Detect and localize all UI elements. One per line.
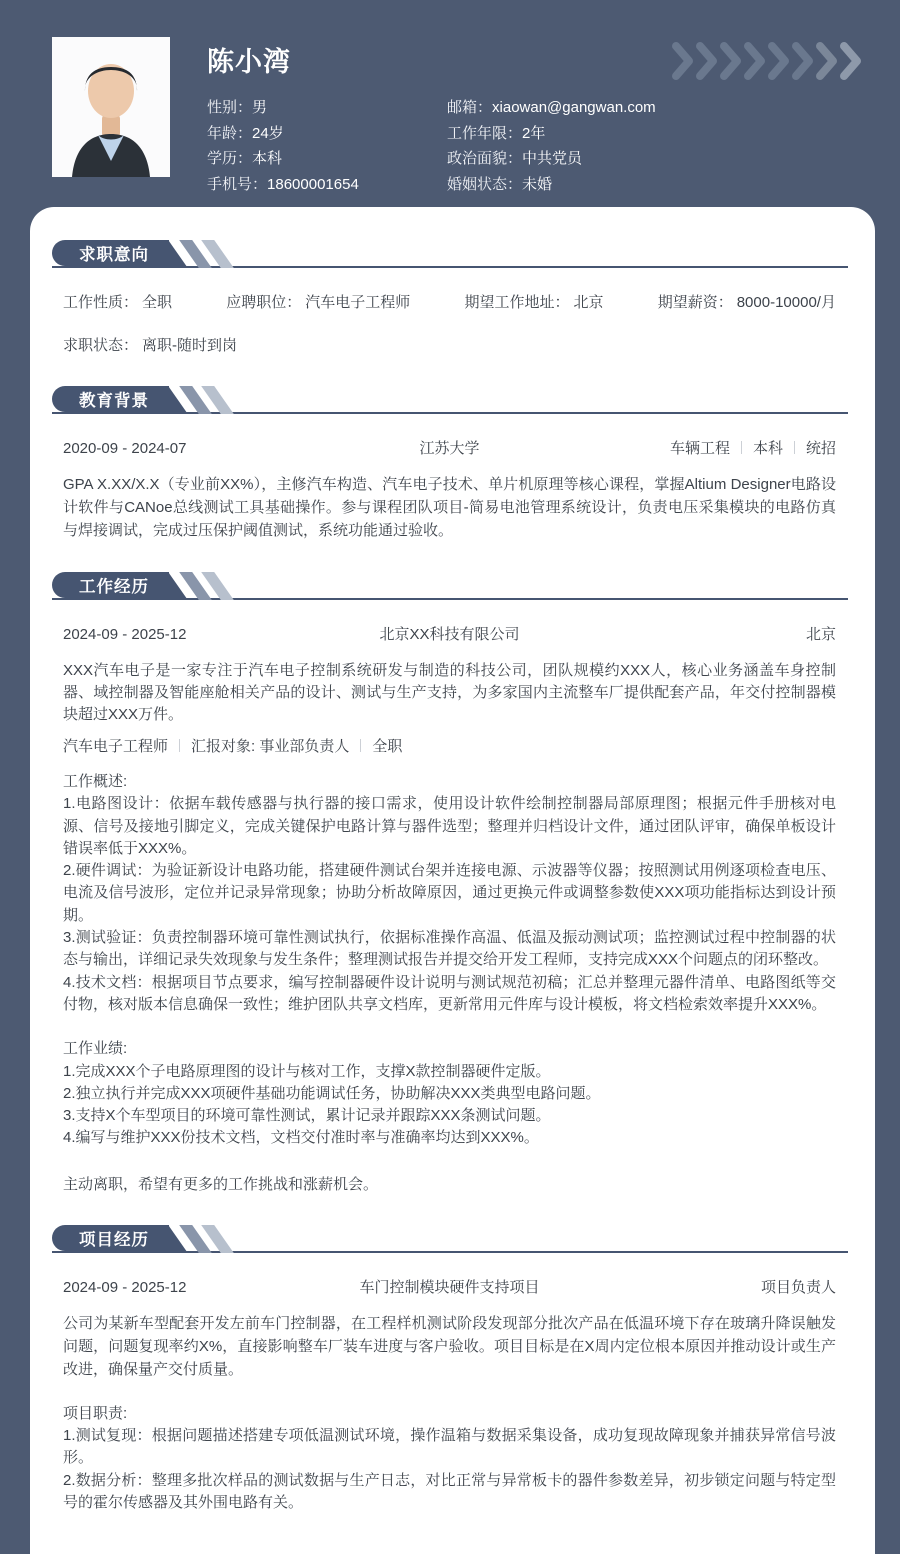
field-education: 学历：本科 (207, 150, 283, 167)
separator (179, 739, 180, 752)
header (0, 0, 900, 207)
work-body (63, 600, 836, 1195)
intention-row-2 (63, 335, 836, 356)
pair-target-position: 应聘职位： 汽车电子工程师 (226, 294, 411, 311)
field-political-status: 政治面貌：中共党员 (447, 150, 583, 167)
duty-item: 2.硬件调试：为验证新设计电路功能，搭建硬件测试台架并连接电源、示波器等仪器；按照测试用例逐项检查电压、电流及信号波形，定位并记录异常现象；协助分析故障原因，通过更换元件或调整参数使XXX项功能指标达到设计预期。 (63, 862, 836, 924)
work-overview (63, 771, 836, 1016)
education-period: 2020-09 - 2024-07 (63, 440, 187, 457)
achievement-item: 3.支持X个车型项目的环境可靠性测试，累计记录并跟踪XXX条测试问题。 (63, 1107, 551, 1125)
chevron-right-icon (838, 42, 864, 80)
achievement-item: 2.独立执行并完成XXX项硬件基础功能调试任务，协助解决XXX类典型电路问题。 (63, 1084, 601, 1102)
portrait-illustration (52, 37, 170, 177)
report-to: 汇报对象: 事业部负责人 (191, 738, 350, 755)
pair-target-city: 期望工作地址： 北京 (464, 294, 604, 311)
section-title-badge (52, 386, 169, 412)
chevron-right-icon (694, 42, 720, 80)
section-title-badge (52, 240, 169, 266)
section-title: 项目经历 (79, 1230, 149, 1249)
separator (360, 739, 361, 752)
work-company: 北京XX科技有限公司 (379, 626, 520, 643)
project-period: 2024-09 - 2025-12 (63, 1278, 187, 1296)
company-intro: XXX汽车电子是一家专注于汽车电子控制系统研发与制造的科技公司，团队规模约XXX人，核心业务涵盖车身控制器、域控制器及智能座舱相关产品的设计、测试与生产支持，为多家国内主流整车厂提供配套产品，年交付控制器模块超过XXX万件。 (63, 662, 836, 723)
work-achievements (63, 1038, 836, 1149)
project-duties-label: 项目职责: (63, 1404, 128, 1422)
pair-work-type: 工作性质： 全职 (63, 294, 173, 311)
chevron-right-icon (742, 42, 768, 80)
project-body (63, 1253, 836, 1514)
work-period: 2024-09 - 2025-12 (63, 626, 187, 643)
field-email: 邮箱：xiaowan@gangwan.com (447, 99, 656, 116)
project-meta-row (63, 1277, 836, 1298)
chevron-right-icon (814, 42, 840, 80)
header-info (207, 40, 660, 197)
section-title-badge (52, 1225, 169, 1251)
education-body (63, 414, 836, 542)
duty-item: 1.电路图设计：依据车载传感器与执行器的接口需求，使用设计软件绘制控制器局部原理图；根据元件手册核对电源、信号及接地引脚定义，完成关键保护电路计算与器件选型；整理并归档设计文件，通过团队评审，确保单板设计错误率低于XXX%。 (63, 795, 836, 857)
education-meta: 车辆工程 本科 统招 (669, 440, 836, 457)
section-title: 求职意向 (79, 246, 149, 264)
resume-card (30, 207, 875, 1554)
duty-item: 4.技术文档：根据项目节点要求，编写控制器硬件设计说明与测试规范初稿；汇总并整理元器件清单、电路图纸等交付物，核对版本信息确保一致性；维护团队共享文档库，更新常用元件库与设计模板，将文档检索效率提升XXX%。 (63, 973, 836, 1013)
position-row (63, 736, 836, 757)
education-school: 江苏大学 (419, 440, 480, 457)
education-meta-row (63, 438, 836, 459)
achievements-label: 工作业绩: (63, 1040, 128, 1058)
section-education (63, 386, 836, 542)
project-duty-item: 1.测试复现：根据问题描述搭建专项低温测试环境，操作温箱与数据采集设备，成功复现故障现象并捕获异常信号波形。 (63, 1427, 836, 1467)
section-title: 教育背景 (79, 392, 149, 410)
project-background: 公司为某新车型配套开发左前车门控制器，在工程样机测试阶段发现部分批次产品在低温环境下存在玻璃升降误触发问题，问题复现率约X%，直接影响整车厂装车进度与客户验收。项目目标是在X周内定位根本原因并推动设计或生产改进，确保量产交付质量。 (63, 1314, 836, 1378)
field-age: 年龄：24岁 (207, 124, 284, 142)
chevron-right-icon (670, 42, 696, 80)
section-work (63, 572, 836, 1195)
candidate-name: 陈小湾 (207, 47, 291, 77)
section-title-badge (52, 572, 169, 598)
field-phone: 手机号：18600001654 (207, 175, 359, 193)
section-header-work (52, 572, 848, 600)
section-intention (63, 240, 836, 356)
project-role: 项目负责人 (760, 1278, 836, 1296)
section-header-intention (52, 240, 848, 268)
chevron-right-icon (790, 42, 816, 80)
achievement-item: 1.完成XXX个子电路原理图的设计与核对工作，支撑X款控制器硬件定版。 (63, 1062, 551, 1080)
pair-job-status: 求职状态： 离职-随时到岗 (63, 337, 238, 354)
achievement-item: 4.编写与维护XXX份技术文档，文档交付准时率与准确率均达到XXX%。 (63, 1129, 539, 1147)
leave-note: 主动离职，希望有更多的工作挑战和涨薪机会。 (63, 1175, 379, 1193)
employment-type: 全职 (372, 738, 403, 755)
header-fields (207, 95, 660, 197)
project-duty-item: 2.数据分析：整理多批次样品的测试数据与生产日志，对比正常与异常板卡的器件参数差异，初步锁定问题与特定型号的霍尔传感器及其外围电路有关。 (63, 1471, 836, 1511)
pair-expected-salary: 期望薪资： 8000-10000/月 (657, 294, 836, 311)
work-location: 北京 (805, 626, 836, 643)
intention-row-1 (63, 292, 836, 313)
section-project (63, 1225, 836, 1514)
project-name: 车门控制模块硬件支持项目 (359, 1278, 540, 1296)
chevron-right-icon (766, 42, 792, 80)
section-title: 工作经历 (79, 578, 149, 596)
field-marital-status: 婚姻状态：未婚 (447, 175, 553, 193)
section-header-education (52, 386, 848, 414)
duty-item: 3.测试验证：负责控制器环境可靠性测试执行，依据标准操作高温、低温及振动测试项；监控测试过程中控制器的状态与输出，详细记录失效现象与发生条件；整理测试报告并提交给开发工程师，支持完成XXX个问题点的闭环整改。 (63, 929, 836, 969)
profile-photo (52, 37, 170, 177)
position-title: 汽车电子工程师 (63, 738, 169, 755)
section-header-project (52, 1225, 848, 1253)
field-gender: 性别：男 (207, 99, 268, 116)
chevron-right-icon (718, 42, 744, 80)
work-meta-row (63, 624, 836, 645)
overview-label: 工作概述: (63, 773, 128, 790)
field-work-years: 工作年限：2年 (447, 124, 546, 142)
education-description: GPA X.XX/X.X（专业前XX%），主修汽车构造、汽车电子技术、单片机原理等核心课程，掌握Altium Designer电路设计软件与CANoe总线测试工具基础操作。参与课程团队项目-简易电池管理系统设计，负责电压采集模块的电路仿真与焊接调试，完成过压保护阈值测试，系统功能通过验收。 (63, 476, 836, 539)
chevrons-decoration (672, 42, 864, 80)
intention-body (63, 268, 836, 356)
project-duties (63, 1403, 836, 1514)
